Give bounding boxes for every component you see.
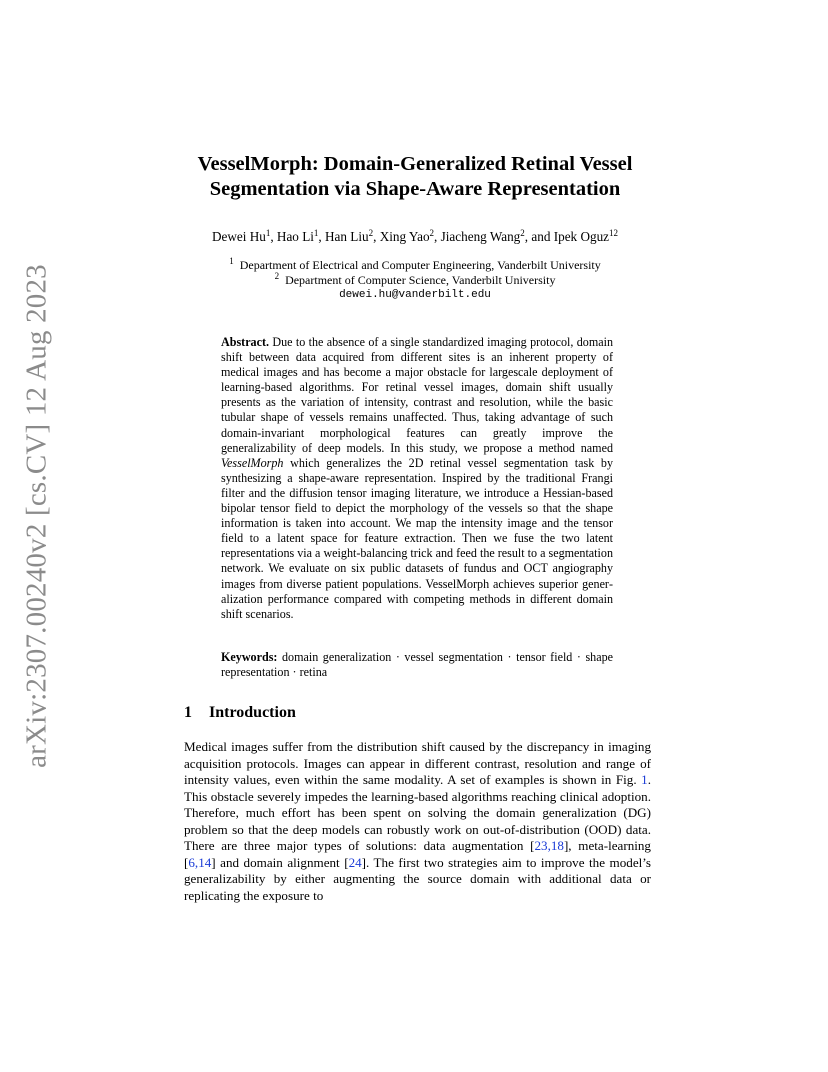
intro-text-1: Medical images suffer from the distribution shift caused by the discrepancy in imaging acquisition protocols. Images can appear in different contrast, resolution and range of intensity values, even within the same modality. A set of examples is shown in Fig. [184, 739, 651, 787]
citation-link[interactable]: 24 [348, 854, 362, 870]
keywords-text: domain generalization · vessel segmentation · tensor field · shape representation · retina [221, 650, 613, 680]
section-number: 1 [184, 704, 192, 721]
affiliation-mark: 2 [274, 271, 280, 281]
title-line-1: VesselMorph: Domain-Generalized Retinal Vessel [197, 153, 633, 175]
author-affiliation-mark: 12 [609, 228, 619, 238]
author-affiliation-mark: 2 [368, 228, 374, 238]
affiliation-2 [140, 273, 690, 288]
affiliation-1 [140, 258, 690, 273]
affiliation-mark: 1 [229, 256, 234, 266]
author-separator: , and [524, 229, 554, 244]
author-list [140, 229, 690, 245]
abstract [221, 335, 613, 622]
author-separator: , [270, 229, 277, 244]
introduction-paragraph [184, 739, 651, 904]
author-separator: , [434, 229, 441, 244]
affiliations [140, 258, 690, 303]
keywords [221, 650, 613, 680]
author-name: Han Liu [325, 229, 369, 244]
author-affiliation-mark: 1 [265, 228, 271, 238]
abstract-text-part-1: Due to the absence of a single standardized imaging protocol, domain shift between data acquired from different sites is an inherent property of medical images and has become a major obstacle for largescale deployment of learning-based algorithms. For retinal vessel images, domain shift usually presents as the variation of intensity, contrast and resolution, while the basic tubular shape of vessels remains unaffected. Thus, taking advantage of such domain-invariant morphological features can greatly improve the generalizability of deep models. In this study, we propose a method named [221, 335, 614, 455]
abstract-text-part-2: which generalizes the 2D retinal vessel segmentation task by synthesizing a shape-aware representation. Inspired by the traditional Frangi filter and the diffusion tensor imaging literature, we introduce a Hessian-based bipolar tensor field to depict the morphology of the vessels so that the shape information is taken into account. We map the intensity image and the tensor field to a latent space for feature extraction. Then we fuse the two latent representations via a weight-balancing trick and feed the result to a segmentation network. We evaluate on six public datasets of fundus and OCT angiography images from diverse patient populations. VesselMorph achieves superior generalization performance compared with competing methods in different domain shift scenarios. [221, 455, 613, 621]
author-name: Ipek Oguz [553, 229, 610, 244]
affiliation-text: Department of Electrical and Computer Engineering, Vanderbilt University [239, 258, 601, 272]
method-name: VesselMorph [221, 455, 284, 470]
arxiv-side-stamp [15, 264, 59, 768]
section-title: Introduction [209, 704, 296, 721]
intro-text-2: . This obstacle severely impedes the learning-based algorithms reaching clinical adoption. Therefore, much effort has been spent on solving the domain generalization (DG) problem so that the deep models can robustly work on out-of-distribution (OOD) data. There are three major types of solutions: data augmentation [ [184, 772, 651, 853]
citation-link[interactable]: 23,18 [534, 838, 564, 853]
author-name: Jiacheng Wang [440, 229, 521, 244]
title-line-2: Segmentation via Shape-Aware Representation [209, 178, 621, 200]
figure-reference-link[interactable]: 1 [641, 772, 648, 787]
author-separator: , [318, 229, 326, 244]
affiliation-text: Department of Computer Science, Vanderbilt University [285, 273, 556, 287]
author-affiliation-mark: 1 [313, 228, 319, 238]
author-name: Dewei Hu [211, 229, 266, 244]
keywords-label: Keywords: [221, 650, 278, 664]
author-separator: , [373, 229, 380, 244]
arxiv-identifier: arXiv:2307.00240v2 [cs.CV] 12 Aug 2023 [20, 264, 53, 768]
author-name: Xing Yao [379, 229, 430, 244]
intro-text-5: ]. The first two strategies aim to improve the model’s generalizability by either augmenting the source domain with additional data or replicating the exposure to [184, 854, 651, 903]
author-affiliation-mark: 2 [520, 228, 525, 238]
author-affiliation-mark: 2 [429, 228, 435, 238]
citation-link[interactable]: 6,14 [188, 854, 212, 870]
author-name: Hao Li [276, 229, 314, 244]
intro-text-3: ], meta-learning [ [184, 838, 651, 870]
abstract-label: Abstract. [221, 335, 270, 349]
section-heading-introduction [184, 704, 296, 722]
intro-text-4: ] and domain alignment [ [211, 854, 349, 870]
paper-title [160, 152, 670, 202]
author-email[interactable]: dewei.hu@vanderbilt.edu [339, 289, 491, 301]
